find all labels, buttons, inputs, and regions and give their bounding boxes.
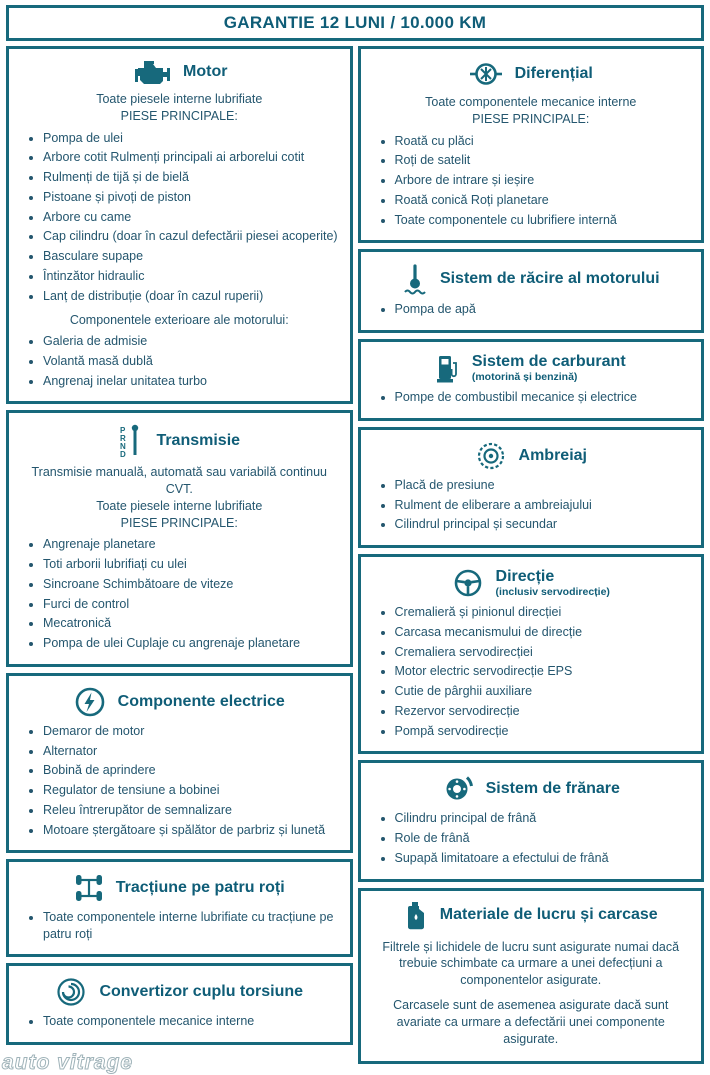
card-directie (358, 554, 705, 754)
list-item: • Cremaliera servodirecției (395, 644, 692, 660)
intro-line: PIESE PRINCIPALE: (120, 516, 238, 530)
torque-converter-icon (55, 976, 87, 1008)
item-list (19, 909, 340, 942)
list-item: • Cap cilindru (doar în cazul defectării piesei acoperite) (43, 228, 340, 244)
list-item: • Angrenaj inelar unitatea turbo (43, 373, 340, 389)
intro-line: Toate piesele interne lubrifiate (96, 92, 263, 106)
list-item: • Placă de presiune (395, 477, 692, 493)
card-tractiune-header (19, 872, 340, 904)
intro-line: PIESE PRINCIPALE: (472, 112, 590, 127)
card-title: Sistem de răcire al motorului (439, 270, 660, 288)
card-title: Sistem de frănare (485, 780, 620, 798)
list-item: • Carcasa mecanismului de direcție (395, 624, 692, 640)
page-header (6, 5, 704, 41)
list-item: • Angrenaje planetare (43, 536, 340, 552)
list-item: • Roți de satelit (395, 152, 692, 168)
card-directie-header (371, 567, 692, 599)
list-item: • Roată conică Roți planetare (395, 192, 692, 208)
brake-disc-icon (442, 773, 474, 805)
list-item: • Lanț de distribuție (doar în cazul ruperii) (43, 288, 340, 304)
list-item: • Pistoane și pivoți de piston (43, 189, 340, 205)
right-column (358, 46, 705, 1064)
svg-text:D: D (120, 450, 127, 460)
lightning-icon (74, 686, 106, 718)
list-item: • Cremalieră și pinionul direcției (395, 604, 692, 620)
card-title-group (472, 353, 626, 383)
card-materiale-header (371, 901, 692, 931)
list-item: • Sincroane Schimbătoare de viteze (43, 576, 340, 592)
card-title: Ambreiaj (518, 446, 587, 464)
card-title: Diferențial (514, 64, 593, 82)
svg-text:R: R (120, 434, 127, 444)
card-title: Sistem de carburant (471, 352, 626, 370)
intro-line: Toate componentele mecanice interne (425, 95, 637, 109)
intro-line: Transmisie manuală, automată sau variabilă continuu CVT. (31, 465, 328, 496)
fuel-pump-icon (436, 352, 460, 384)
card-title: Tracțiune pe patru roți (115, 879, 285, 897)
list-item: • Toate componentele cu lubrifiere internă (395, 212, 692, 228)
left-column (6, 46, 353, 1045)
list-item: • Rezervor servodirecție (395, 703, 692, 719)
list-item: • Cilindru principal de frână (395, 810, 692, 826)
list-item: • Alternator (43, 743, 340, 759)
engine-icon (131, 59, 171, 86)
paragraph: Filtrele și lichidele de lucru sunt asigurate numai dacă trebuie schimbate ca urmare a unei defecțiuni a componentelor asigurate. (382, 939, 680, 988)
list-item: • Pompe de combustibil mecanice și electrice (395, 389, 692, 405)
thermometer-icon (402, 262, 428, 296)
list-item: • Cilindrul principal și secundar (395, 516, 692, 532)
list-item: • Basculare supape (43, 248, 340, 264)
list-item: • Cutie de pârghii auxiliare (395, 683, 692, 699)
card-diferential (358, 46, 705, 243)
card-franare (358, 760, 705, 881)
list-item: • Motoare ștergătoare și spălător de parbriz și lunetă (43, 822, 340, 838)
card-title: Convertizor cuplu torsiune (99, 983, 304, 1001)
list-item: • Toate componentele interne lubrifiate cu tracțiune pe patru roți (43, 909, 340, 942)
card-racire (358, 249, 705, 333)
card-title: Componente electrice (117, 692, 285, 710)
clutch-disc-icon (475, 440, 507, 472)
item-list (371, 389, 692, 405)
card-transmisie (6, 410, 353, 667)
list-item: • Motor electric servodirecție EPS (395, 663, 692, 679)
card-electrice-header (19, 686, 340, 718)
list-item: • Volantă masă dublă (43, 353, 340, 369)
card-diferential-header (371, 59, 692, 89)
list-item: • Bobină de aprindere (43, 762, 340, 778)
list-item: • Releu întrerupător de semnalizare (43, 802, 340, 818)
card-motor-header (19, 59, 340, 86)
list-item: • Furci de control (43, 596, 340, 612)
subheading: Componentele exterioare ale motorului: (69, 312, 289, 327)
list-item: • Pompă servodirecție (395, 723, 692, 739)
list-item: • Role de frână (395, 830, 692, 846)
card-transmisie-header (19, 423, 340, 459)
card-tractiune (6, 859, 353, 957)
list-item: • Rulment de eliberare a ambreiajului (395, 497, 692, 513)
list-item: • Întinzător hidraulic (43, 268, 340, 284)
item-list (371, 133, 692, 228)
page-title: GARANTIE 12 LUNI / 10.000 KM (223, 13, 487, 32)
card-title: Materiale de lucru și carcase (439, 906, 658, 924)
list-item: • Arbore cotit Rulmenți principali ai arborelui cotit (43, 149, 340, 165)
steering-wheel-icon (452, 567, 484, 599)
card-materiale (358, 888, 705, 1064)
intro-line: PIESE PRINCIPALE: (120, 109, 238, 124)
card-racire-header (371, 262, 692, 296)
list-item: • Demaror de motor (43, 723, 340, 739)
card-componente-electrice (6, 673, 353, 854)
list-item: • Supapă limitatoare a efectului de frână (395, 850, 692, 866)
list-item: • Roată cu plăci (395, 133, 692, 149)
card-title: Motor (183, 63, 228, 81)
card-carburant-header (371, 352, 692, 384)
card-convertizor-header (19, 976, 340, 1008)
svg-text:P: P (120, 426, 126, 436)
list-item: • Arbore cu came (43, 209, 340, 225)
intro-line: Toate piesele interne lubrifiate (96, 498, 263, 513)
item-list (371, 477, 692, 533)
oil-canister-icon (404, 901, 428, 931)
item-list (19, 333, 340, 389)
item-list (19, 130, 340, 304)
list-item: • Rulmenți de tijă și de bielă (43, 169, 340, 185)
list-item: • Pompa de apă (395, 301, 692, 317)
card-title: Direcție (495, 567, 555, 585)
item-list (371, 604, 692, 739)
card-ambreiaj-header (371, 440, 692, 472)
list-item: • Galeria de admisie (43, 333, 340, 349)
card-subtitle: (motorină și benzină) (471, 371, 578, 384)
card-convertizor (6, 963, 353, 1045)
item-list (19, 1013, 340, 1029)
item-list (371, 810, 692, 866)
card-title: Transmisie (156, 432, 241, 450)
item-list (19, 723, 340, 838)
card-carburant (358, 339, 705, 421)
card-subtitle: (inclusiv servodirecție) (495, 586, 610, 599)
card-ambreiaj (358, 427, 705, 548)
item-list (371, 301, 692, 317)
list-item: • Pompa de ulei Cuplaje cu angrenaje planetare (43, 635, 340, 651)
list-item: • Toate componentele mecanice interne (43, 1013, 340, 1029)
list-item: • Pompa de ulei (43, 130, 340, 146)
card-franare-header (371, 773, 692, 805)
list-item: • Arbore de intrare și ieșire (395, 172, 692, 188)
paragraph: Carcasele sunt de asemenea asigurate dacă sunt avariate ca urmare a defectării unei componente asigurate. (393, 998, 669, 1046)
gearbox-icon (118, 423, 144, 459)
list-item: • Regulator de tensiune a bobinei (43, 782, 340, 798)
card-motor (6, 46, 353, 404)
four-wheel-drive-icon (74, 872, 104, 904)
card-title-group (496, 568, 610, 598)
item-list (19, 536, 340, 651)
svg-text:N: N (120, 442, 127, 452)
list-item: • Toti arborii lubrifiați cu ulei (43, 556, 340, 572)
two-column-layout (6, 46, 704, 1064)
watermark-logo: auto vitrage (2, 1050, 134, 1074)
differential-icon (469, 59, 503, 89)
list-item: • Mecatronică (43, 615, 340, 631)
